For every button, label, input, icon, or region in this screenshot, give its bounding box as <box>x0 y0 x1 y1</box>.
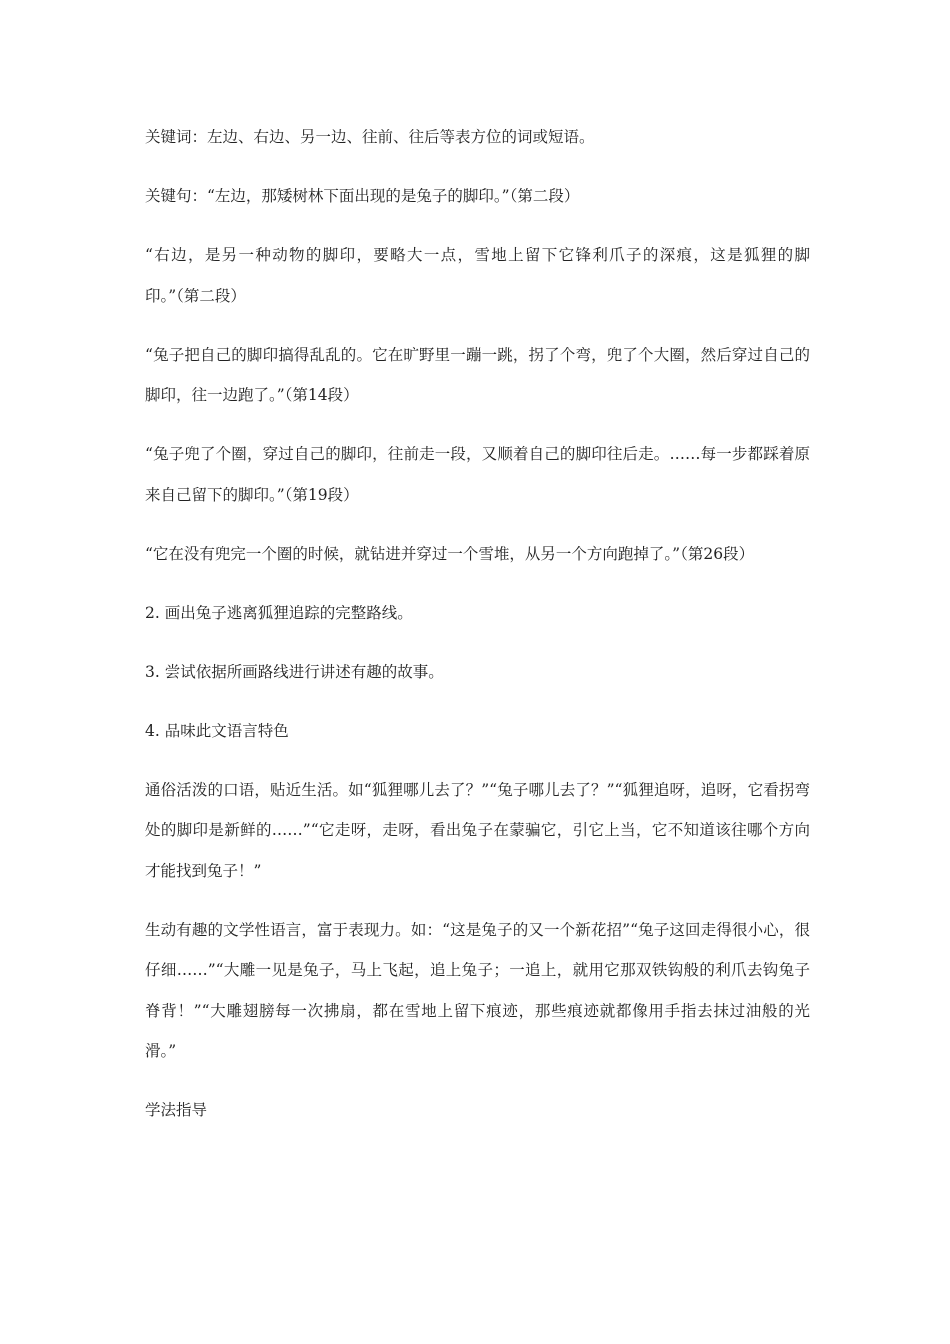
document-body <box>145 117 810 1149</box>
quote-paragraph: “兔子把自己的脚印搞得乱乱的。它在旷野里一蹦一跳，拐了个弯，兜了个大圈，然后穿过自己的脚印，往一边跑了。”（第14段） <box>145 345 810 404</box>
keywords-paragraph: 关键词：左边、右边、另一边、往前、往后等表方位的词或短语。 <box>145 128 595 146</box>
task-item: 4. 品味此文语言特色 <box>145 721 289 740</box>
quote-paragraph: “右边，是另一种动物的脚印，要略大一点，雪地上留下它锋利爪子的深痕，这是狐狸的脚印。”（第二段） <box>145 246 810 305</box>
quote-paragraph: “它在没有兜完一个圈的时候，就钻进并穿过一个雪堆，从另一个方向跑掉了。”（第26段） <box>145 544 755 563</box>
task-item: 2. 画出兔子逃离狐狸追踪的完整路线。 <box>145 603 413 622</box>
key-sentence-paragraph: 关键句：“左边，那矮树林下面出现的是兔子的脚印。”（第二段） <box>145 187 580 205</box>
task-item: 3. 尝试依据所画路线进行讲述有趣的故事。 <box>145 662 444 681</box>
language-feature-paragraph: 通俗活泼的口语，贴近生活。如“狐狸哪儿去了？”“兔子哪儿去了？”“狐狸追呀，追呀，它看拐弯处的脚印是新鲜的……”“它走呀，走呀，看出兔子在蒙骗它，引它上当，它不知道该往哪个方向才能找到兔子！” <box>145 780 810 880</box>
quote-paragraph: “兔子兜了个圈，穿过自己的脚印，往前走一段，又顺着自己的脚印往后走。……每一步都踩着原来自己留下的脚印。”（第19段） <box>145 445 810 504</box>
section-heading: 学法指导 <box>145 1101 208 1119</box>
language-feature-paragraph: 生动有趣的文学性语言，富于表现力。如：“这是兔子的又一个新花招”“兔子这回走得很小心，很仔细……”“大雕一见是兔子，马上飞起，追上兔子；一追上，就用它那双铁钩般的利爪去钩兔子脊背！”“大雕翅膀每一次拂扇，都在雪地上留下痕迹，那些痕迹就都像用手指去抹过油般的光滑。” <box>145 920 810 1060</box>
